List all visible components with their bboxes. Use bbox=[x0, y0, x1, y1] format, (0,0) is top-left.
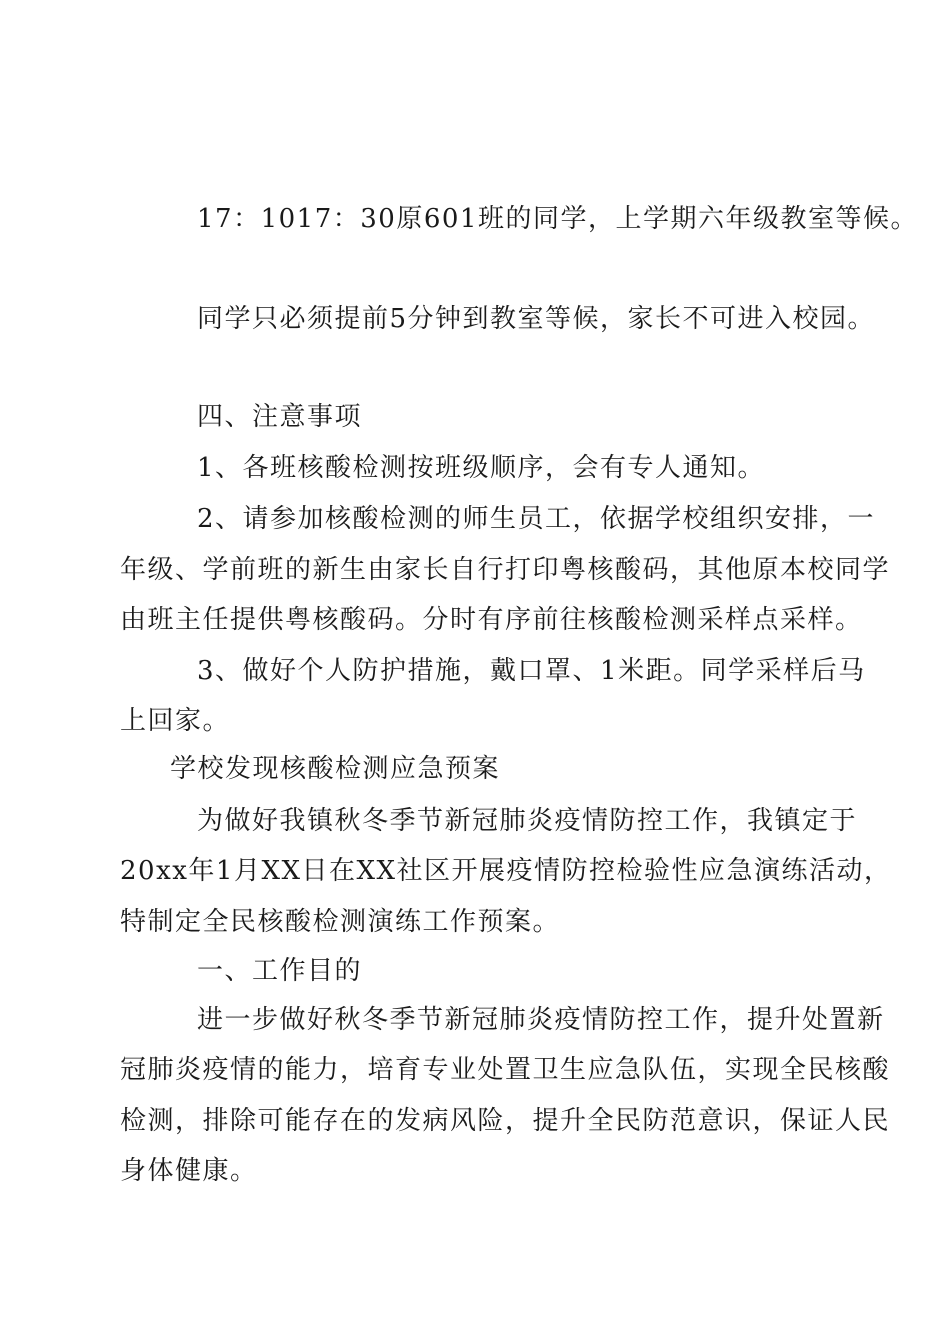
document-title: 学校发现核酸检测应急预案 bbox=[170, 754, 501, 784]
note-item-3-line-1: 3、做好个人防护措施，戴口罩、1米距。同学采样后马 bbox=[197, 656, 866, 686]
section-heading-purpose: 一、工作目的 bbox=[197, 956, 363, 986]
note-item-2-line-3: 由班主任提供粤核酸码。分时有序前往核酸检测采样点采样。 bbox=[120, 605, 863, 635]
purpose-paragraph-line-3: 检测，排除可能存在的发病风险，提升全民防范意识，保证人民 bbox=[120, 1106, 891, 1136]
note-item-3-line-2: 上回家。 bbox=[120, 706, 231, 736]
note-item-2-line-2: 年级、学前班的新生由家长自行打印粤核酸码，其他原本校同学 bbox=[120, 555, 891, 585]
intro-paragraph-line-1: 为做好我镇秋冬季节新冠肺炎疫情防控工作，我镇定于 bbox=[197, 806, 858, 836]
purpose-paragraph-line-1: 进一步做好秋冬季节新冠肺炎疫情防控工作，提升处置新 bbox=[197, 1005, 885, 1035]
schedule-line: 17：1017：30原601班的同学，上学期六年级教室等候。 bbox=[197, 204, 918, 234]
section-heading-notes: 四、注意事项 bbox=[197, 402, 363, 432]
purpose-paragraph-line-4: 身体健康。 bbox=[120, 1156, 258, 1186]
purpose-paragraph-line-2: 冠肺炎疫情的能力，培育专业处置卫生应急队伍，实现全民核酸 bbox=[120, 1055, 891, 1085]
note-item-2-line-1: 2、请参加核酸检测的师生员工，依据学校组织安排，一 bbox=[197, 504, 876, 534]
arrival-instruction: 同学只必须提前5分钟到教室等候，家长不可进入校园。 bbox=[197, 304, 876, 334]
note-item-1: 1、各班核酸检测按班级顺序，会有专人通知。 bbox=[197, 453, 766, 483]
intro-paragraph-line-3: 特制定全民核酸检测演练工作预案。 bbox=[120, 907, 561, 937]
intro-paragraph-line-2: 20xx年1月XX日在XX社区开展疫情防控检验性应急演练活动， bbox=[120, 856, 892, 886]
